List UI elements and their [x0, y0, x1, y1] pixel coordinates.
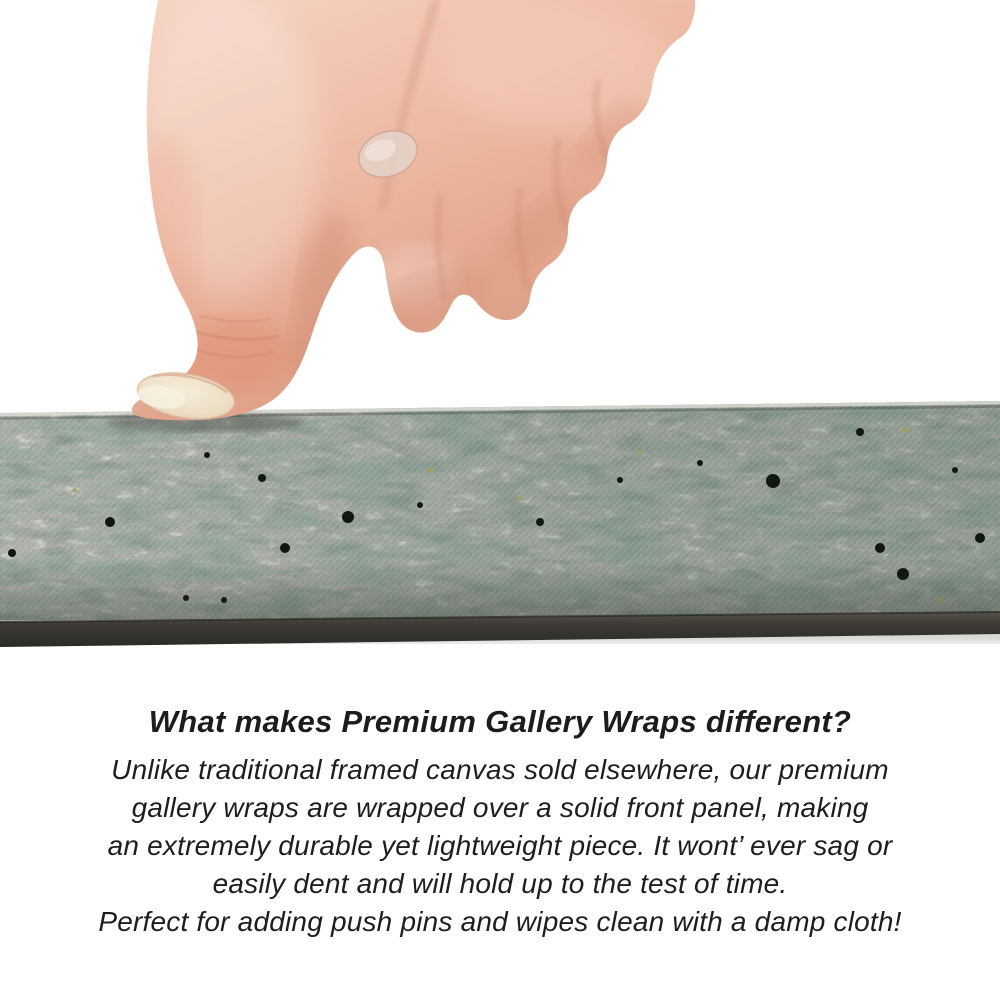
- body-line-3: an extremely durable yet lightweight piece. It wont’ ever sag or: [107, 830, 893, 861]
- headline: What makes Premium Gallery Wraps different?: [148, 704, 852, 739]
- canvas-edge-strip: [0, 392, 1000, 647]
- body-line-2: gallery wraps are wrapped over a solid front panel, making: [131, 792, 869, 823]
- body-line-1: Unlike traditional framed canvas sold elsewhere, our premium: [111, 754, 889, 785]
- body-line-5: Perfect for adding push pins and wipes clean with a damp cloth!: [98, 906, 902, 937]
- hand-thumb-press: [132, 0, 695, 425]
- caption-block: [0, 704, 1000, 941]
- body-line-4: easily dent and will hold up to the test of time.: [212, 868, 788, 899]
- body-text: [0, 751, 1000, 941]
